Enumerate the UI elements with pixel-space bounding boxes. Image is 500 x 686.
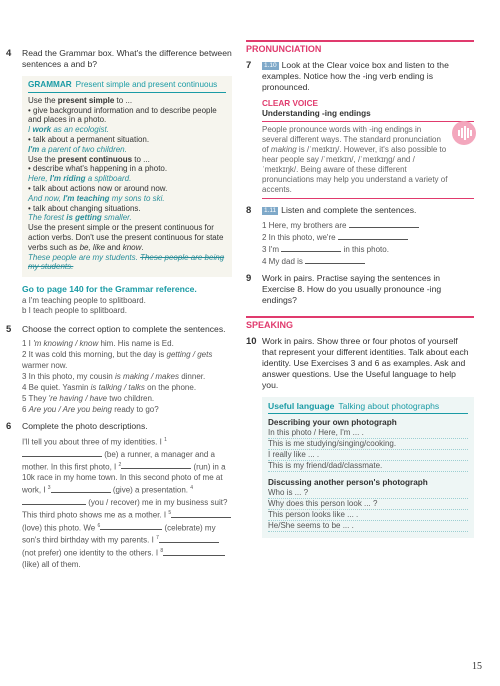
exercise-7 [246,60,474,93]
section-divider [246,40,474,42]
right-column [246,40,474,538]
exercise-4 [6,48,232,70]
page-number: 15 [472,661,482,672]
exercise-instruction: Look at the Clear voice box and listen to the examples. Notice how the -ing verb ending is pronounced. [262,60,449,92]
list-item: 1 Here, my brothers are [262,219,474,231]
ab-sentences [22,296,232,316]
answer-blank[interactable] [338,231,408,240]
exercise-8-items [262,219,474,267]
exercise-6 [6,421,232,570]
phrase-line: Who is ... ? [268,488,468,499]
phrase-line: This person looks like ... . [268,510,468,521]
list-item: 4 Be quiet. Yasmin is talking / talks on the phone. [22,383,197,393]
exercise-number: 10 [246,336,257,347]
grammar-example: And now, I'm teaching my sons to ski. [28,193,165,203]
grammar-bullet: • talk about actions now or around now. [28,183,168,193]
audio-track-badge[interactable]: 1.10 [264,61,277,69]
exercise-number: 6 [6,421,12,433]
grammar-example: I work as an ecologist. [28,125,109,135]
audio-track-badge[interactable]: 1.11 [264,206,277,214]
exercise-instruction: Listen and complete the sentences. [281,205,417,215]
exercise-instruction: Work in pairs. Practise saying the sentences in Exercise 8. How do you usually pronounce -ing endings? [262,273,442,305]
grammar-bullet: • talk about changing situations. [28,203,141,213]
answer-blank[interactable] [51,484,111,493]
phrase-line: He/She seems to be ... . [268,521,468,532]
phrase-line: In this photo / Here, I'm ... . [268,428,468,439]
grammar-bullet: • describe what's happening in a photo. [28,164,168,174]
exercise-number: 9 [246,273,252,284]
option-choice[interactable]: is making / makes [114,372,179,382]
answer-blank[interactable] [281,243,341,252]
clear-voice-body: People pronounce words with -ing endings in several different ways. The standard pronunciation of making is /ˈmeɪkɪŋ/. However, it's also possible to hear people say /ˈmeɪkɪn/, /ˈmeɪkɪŋɡ/ and /ˈmeɪkɪŋk/. Being aware of these different pronunciations may help you understand a variety of accents. [262,125,448,194]
useful-language-heading [268,401,468,414]
list-item: 4 My dad is [262,255,474,267]
phrase-line: This is me studying/singing/cooking. [268,439,468,450]
exercise-8 [246,205,474,267]
option-choice[interactable]: getting / gets [166,350,213,360]
option-choice[interactable]: 're having / have [48,394,107,404]
option-choice[interactable]: is talking / talks [90,383,145,393]
list-item: 6 Are you / Are you being ready to go? [22,405,159,415]
grammar-note: Use the present simple or the present continuous for action verbs. Don't use the present continuous for state verbs such as be, like and know. [28,223,224,252]
exercise-5-items [22,338,232,415]
list-item: 2 It was cold this morning, but the day is getting / gets warmer now. [22,350,213,371]
clear-voice-heading: CLEAR VOICE [262,99,318,108]
answer-blank[interactable] [163,547,225,556]
exercise-instruction: Choose the correct option to complete the sentences. [22,324,226,335]
incorrect-example: These people are being my students. [28,252,225,272]
section-divider [246,316,474,318]
speaking-heading: SPEAKING [246,320,294,330]
phrase-line: Why does this person look ... ? [268,499,468,510]
option-choice[interactable]: 'm knowing / know [33,339,99,349]
useful-language-title: Talking about photographs [338,401,440,411]
exercise-6-text: I'll tell you about three of my identities. I $^1$ (be) a runner, a manager and a mother. In this first photo, I $^2$ (run) in a 10k race in my home town. In this second photo of me at work, I $^3$ (give) a presentation. $^4$ (you / recover) me in my business suit? This third photo shows me as a mother. I $^5$ (love) this photo. We $^6$ (celebrate) my son's third birthday with my parents. I $^7$ (not prefer) one identity to the others. I $^8$ (like) all of them. [22,435,232,570]
exercise-number: 5 [6,324,12,336]
grammar-label: GRAMMAR [28,80,72,89]
list-item: 1 I 'm knowing / know him. His name is Ed. [22,339,174,349]
exercise-instruction: Complete the photo descriptions. [22,421,148,432]
exercise-5 [6,324,232,415]
grammar-example: Here, I'm riding a splitboard. [28,174,132,184]
option-choice[interactable]: Are you / Are you being [28,405,112,415]
grammar-line: Use the present continuous to ... [28,154,150,164]
exercise-instruction: Work in pairs. Show three or four photos of yourself that represent your different identities. Talk about each identity. Use Exercises 3 and 6 as examples. Ask and answer questions. Use the Useful language to help you. [262,336,469,390]
grammar-reference-link[interactable]: Go to page 140 for the Grammar reference. [22,284,197,295]
useful-language-label: Useful language [268,401,335,411]
answer-blank[interactable] [349,219,419,228]
grammar-example: The forest is getting smaller. [28,213,132,223]
exercise-number: 4 [6,48,12,59]
phrase-line: I really like ... . [268,450,468,461]
exercise-10 [246,336,474,391]
grammar-bullet: • talk about a permanent situation. [28,134,150,144]
answer-blank[interactable] [22,496,86,505]
grammar-bullet: • give background information and to describe people and places in a photo. [28,105,217,125]
list-item: 2 In this photo, we're [262,231,474,243]
answer-blank[interactable] [305,255,365,264]
phrase-line: This is my friend/dad/classmate. [268,461,468,472]
sentence-b: b I teach people to splitboard. [22,306,127,316]
exercise-number: 7 [246,60,252,71]
pronunciation-heading: PRONUNCIATION [246,44,322,54]
grammar-example: I'm a parent of two children. [28,144,127,154]
answer-blank[interactable] [22,448,102,457]
grammar-example: These people are my students. These people are being my students. [28,252,225,272]
exercise-instruction: Read the Grammar box. What's the difference between sentences a and b? [22,48,232,69]
list-item: 3 I'm in this photo. [262,245,389,254]
grammar-box [22,76,232,277]
answer-blank[interactable] [100,521,162,530]
grammar-line: Use the present simple to ... [28,95,133,105]
answer-blank[interactable] [159,534,219,543]
useful-subheading: Describing your own photograph [268,418,397,427]
audio-wave-icon[interactable] [452,121,476,145]
grammar-box-heading [28,80,226,93]
list-item: 5 They 're having / have two children. [22,394,155,404]
useful-subheading: Discussing another person's photograph [268,478,428,487]
clear-voice-subheading: Understanding -ing endings [262,109,474,122]
exercise-9 [246,273,474,306]
grammar-title: Present simple and present continuous [75,80,218,89]
list-item: 3 In this photo, my cousin is making / makes dinner. [22,372,206,382]
clear-voice-box [262,99,474,199]
exercise-number: 8 [246,205,252,216]
answer-blank[interactable] [121,460,191,469]
answer-blank[interactable] [171,509,231,518]
left-column [6,44,232,570]
sentence-a: a I'm teaching people to splitboard. [22,296,146,306]
useful-language-box [262,397,474,538]
